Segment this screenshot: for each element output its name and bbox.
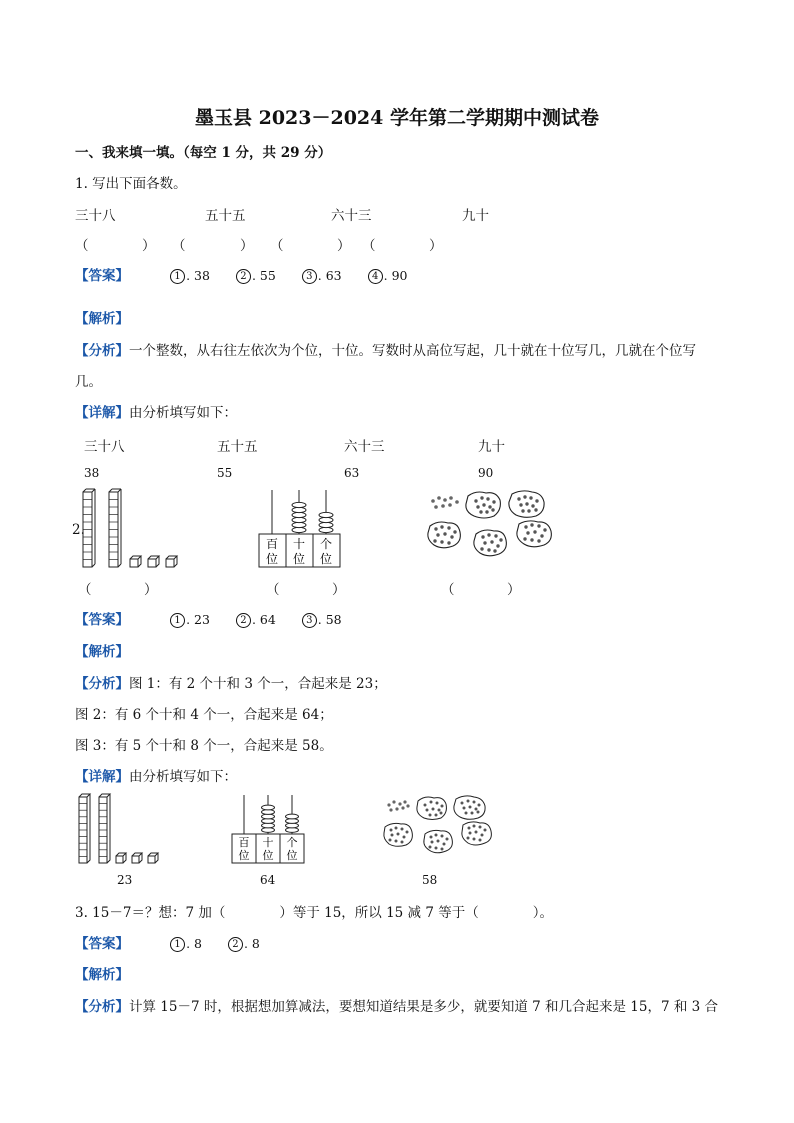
answer-value: . 23 — [186, 612, 210, 627]
fenxi-text: 图 3：有 5 个十和 8 个一，合起来是 58。 — [75, 738, 333, 754]
result-num: 64 — [260, 873, 276, 887]
blank-close: ） — [240, 238, 254, 254]
abacus-label: 百 — [238, 836, 250, 849]
abacus-figure-detail — [231, 793, 307, 867]
blank-close: ） — [144, 582, 158, 598]
dot-groups-figure-detail — [380, 793, 500, 867]
abacus-label: 位 — [238, 849, 250, 862]
circled-number: 4 — [368, 269, 383, 284]
q3-stem: 3. 15－7＝？想：7 加（ ）等于 15，所以 15 减 7 等于（ ）。 — [75, 905, 553, 921]
abacus-label: 个 — [319, 537, 333, 551]
blank-open: （ — [266, 582, 280, 598]
result-word: 六十三 — [344, 439, 385, 455]
abacus-label: 十 — [292, 537, 306, 551]
answer-value: . 90 — [383, 268, 408, 283]
xiangjie-label: 【详解】 — [75, 769, 129, 785]
result-num: 63 — [344, 466, 360, 480]
fenxi-text: 一个整数，从右往左依次为个位，十位。写数时从高位写起，几十就在十位写几，几就在个位写 — [129, 343, 696, 359]
abacus-label: 位 — [262, 849, 274, 862]
abacus-figure — [258, 488, 342, 570]
blank-open: （ — [75, 238, 89, 254]
answer-value: . 64 — [251, 612, 276, 627]
dot-groups-figure — [424, 488, 564, 572]
abacus-beads — [292, 502, 333, 532]
blank-close: ） — [332, 582, 346, 598]
blank-close: ） — [429, 238, 443, 254]
blank-open: （ — [78, 582, 92, 598]
circled-number: 1 — [170, 937, 185, 952]
unit-cube-icon — [116, 853, 158, 863]
result-word: 五十五 — [217, 439, 258, 455]
q2-fenxi — [75, 672, 387, 692]
fenxi-label: 【分析】 — [75, 343, 129, 359]
answer-value: . 38 — [186, 268, 210, 283]
tens-rods-figure-detail — [74, 793, 184, 867]
circled-number: 3 — [302, 269, 317, 284]
blank-open: （ — [270, 238, 284, 254]
answer-value: . 58 — [317, 612, 342, 627]
q1-fenxi — [75, 339, 696, 359]
q2-xiangjie — [75, 765, 237, 785]
fenxi-text-cont: 几。 — [75, 374, 102, 390]
fenxi-label: 【分析】 — [75, 676, 129, 692]
xiangjie-text: 由分析填写如下： — [129, 769, 237, 785]
answer-value: . 63 — [317, 268, 342, 283]
blank-open: （ — [362, 238, 376, 254]
circled-number: 2 — [236, 613, 251, 628]
xiangjie-text: 由分析填写如下： — [129, 405, 237, 421]
circled-number: 2 — [228, 937, 243, 952]
jiexi-label: 【解析】 — [75, 644, 129, 660]
answer-list — [170, 268, 429, 283]
jiexi-label: 【解析】 — [75, 311, 129, 327]
answer-label: 【答案】 — [75, 936, 129, 952]
tens-rods-figure — [78, 488, 188, 572]
abacus-label: 位 — [319, 552, 333, 566]
answer-value: . 8 — [186, 936, 202, 951]
abacus-label: 位 — [265, 552, 279, 566]
q1-word: 九十 — [462, 208, 489, 224]
q1-stem: 1. 写出下面各数。 — [75, 176, 187, 192]
unit-cube-icon — [130, 556, 177, 567]
ten-rod-icon — [109, 489, 121, 567]
ten-rod-icon — [99, 794, 110, 863]
result-num: 90 — [478, 466, 494, 480]
q2-number: 2. — [72, 522, 85, 538]
fenxi-text: 图 2：有 6 个十和 4 个一，合起来是 64； — [75, 707, 333, 723]
q3-answer-row — [75, 932, 282, 952]
xiangjie-label: 【详解】 — [75, 405, 129, 421]
abacus-label: 个 — [286, 836, 298, 849]
answer-label: 【答案】 — [75, 612, 129, 628]
circled-number: 1 — [170, 613, 185, 628]
jiexi-label: 【解析】 — [75, 967, 129, 983]
blank-open: （ — [441, 582, 455, 598]
result-num: 23 — [117, 873, 133, 887]
answer-list — [170, 936, 282, 951]
answer-value: . 8 — [243, 936, 260, 951]
q1-word: 五十五 — [205, 208, 246, 224]
circled-number: 1 — [170, 269, 185, 284]
q1-word: 三十八 — [75, 208, 116, 224]
fenxi-text: 图 1：有 2 个十和 3 个一，合起来是 23； — [129, 676, 387, 692]
q1-xiangjie — [75, 401, 237, 421]
answer-value: . 55 — [251, 268, 276, 283]
result-num: 55 — [217, 466, 233, 480]
abacus-beads — [262, 805, 299, 832]
blank-close: ） — [507, 582, 521, 598]
section-heading: 一、我来填一填。（每空 1 分，共 29 分） — [75, 145, 332, 161]
answer-list — [170, 612, 364, 627]
abacus-label: 十 — [262, 836, 274, 849]
result-num: 58 — [422, 873, 438, 887]
abacus-label: 位 — [286, 849, 298, 862]
circled-number: 2 — [236, 269, 251, 284]
answer-label: 【答案】 — [75, 268, 129, 284]
fenxi-text: 计算 15－7 时，根据想加算减法，要想知道结果是多少，就要知道 7 和几合起来是 15，7 和 3 合 — [129, 999, 719, 1015]
blank-open: （ — [172, 238, 186, 254]
blank-close: ） — [337, 238, 351, 254]
abacus-label: 百 — [265, 537, 279, 551]
q2-answer-row — [75, 608, 364, 628]
circled-number: 3 — [302, 613, 317, 628]
ten-rod-icon — [79, 794, 90, 863]
ten-rod-icon — [83, 489, 95, 567]
q1-word: 六十三 — [331, 208, 372, 224]
result-num: 38 — [84, 466, 100, 480]
fenxi-label: 【分析】 — [75, 999, 129, 1015]
abacus-label: 位 — [292, 552, 306, 566]
page-title: 墨玉县 2023－2024 学年第二学期期中测试卷 — [195, 107, 599, 129]
result-word: 九十 — [478, 439, 505, 455]
blank-close: ） — [142, 238, 156, 254]
result-word: 三十八 — [84, 439, 125, 455]
q3-fenxi — [75, 995, 718, 1015]
q1-answer-row — [75, 264, 429, 284]
